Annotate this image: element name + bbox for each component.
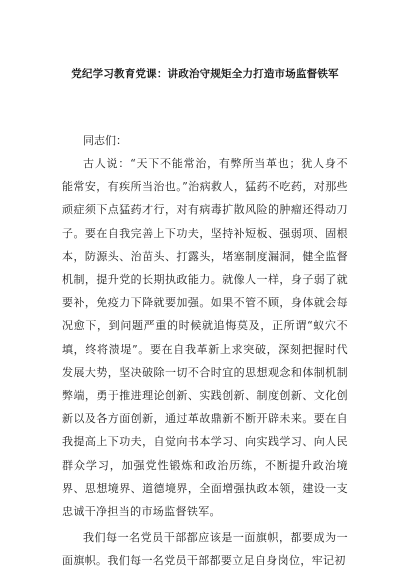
document-title: 党纪学习教育党课：讲政治守规矩全力打造市场监督铁军 xyxy=(71,68,339,80)
body-paragraph-1: 古人说：“天下不能常治，有弊所当革也；犹人身不能常安，有疾所当治也。”治病救人，猛药不吃药，对那些顽症须下点猛药才行，对有病毒扩散风险的肿瘤还得动刀子。要在自我完善上下功夫，坚持补短板、强弱项、固根本，防源头、治苗头、打露头，堵塞制度漏洞，健全监督机制，提升党的长期执政能力。就像人一样，身子弱了就要补，免疫力下降就要加强。如果不管不顾，身体就会每况愈下，到问题严重的时候就追悔莫及，正所谓“蚁穴不填，终将溃堤”。要在自我革新上求突破，深刻把握时代发展大势，坚决破除一切不合时宜的思想观念和体制机制弊端，勇于推进理论创新、实践创新、制度创新、文化创新以及各方面创新，通过革故鼎新不断开辟未来。要在自我提高上下功夫，自觉向书本学习、向实践学习、向人民群众学习，加强党性锻炼和政治历练，不断提升政治境界、思想境界、道德境界，全面增强执政本领，建设一支忠诚干净担当的市场监督铁军。 xyxy=(62,157,348,519)
body-paragraph-2: 我们每一名党员干部都应该是一面旗帜，都要成为一面旗帜。我们每一名党员干部都要立足自身岗位，牢记初 xyxy=(62,531,348,568)
greeting: 同志们： xyxy=(83,134,127,147)
